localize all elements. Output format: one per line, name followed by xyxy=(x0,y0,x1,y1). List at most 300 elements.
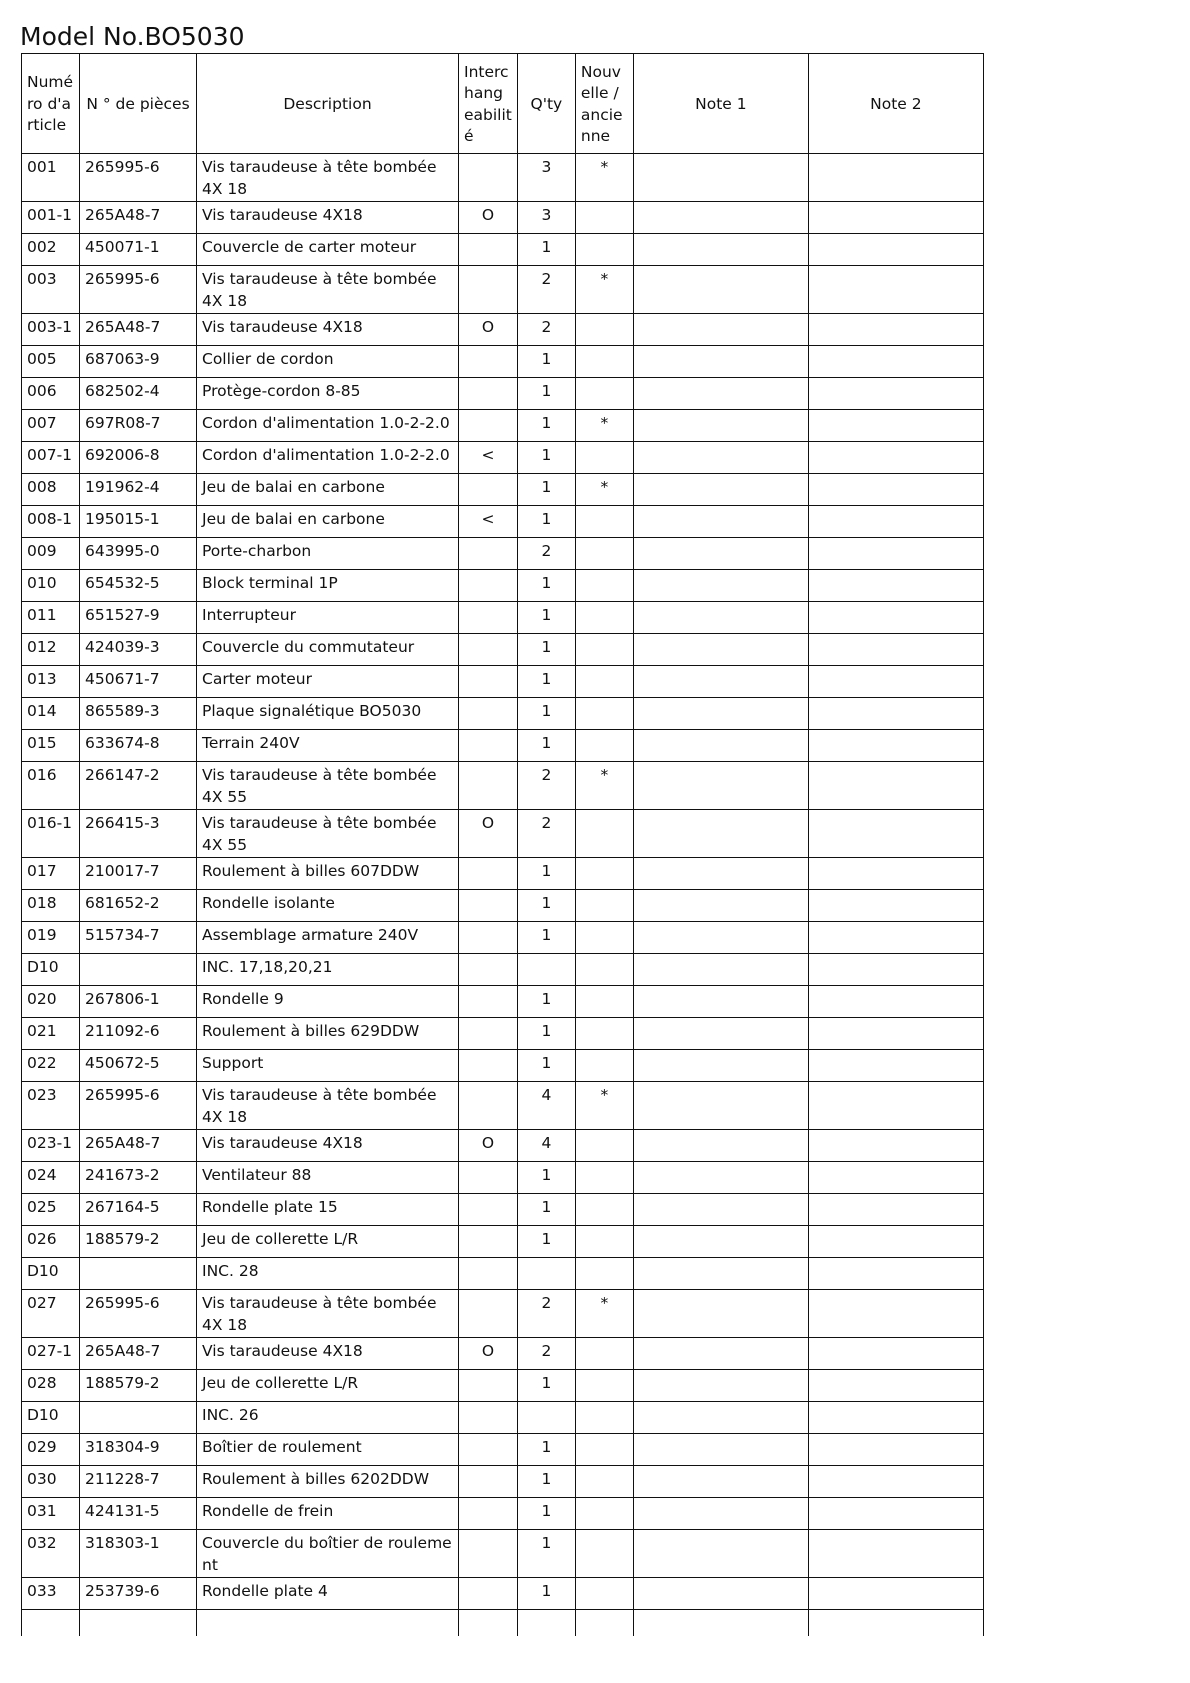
cell-note-1 xyxy=(633,602,808,634)
cell-description: Cordon d'alimentation 1.0-2-2.0 xyxy=(197,442,459,474)
cell-new-old xyxy=(575,890,633,922)
cell-note-1 xyxy=(633,634,808,666)
cell-part-number: 210017-7 xyxy=(80,858,197,890)
cell-note-2 xyxy=(808,474,983,506)
cell-note-2 xyxy=(808,762,983,810)
cell-item-number: 023-1 xyxy=(22,1130,80,1162)
table-row xyxy=(22,1162,984,1194)
cell-interchangeability xyxy=(459,154,518,202)
cell-description xyxy=(197,1610,459,1636)
cell-note-1 xyxy=(633,1402,808,1434)
cell-interchangeability xyxy=(459,954,518,986)
cell-new-old: * xyxy=(575,762,633,810)
cell-item-number: 033 xyxy=(22,1578,80,1610)
cell-note-2 xyxy=(808,346,983,378)
cell-part-number: 643995-0 xyxy=(80,538,197,570)
cell-interchangeability xyxy=(459,538,518,570)
cell-part-number: 265A48-7 xyxy=(80,314,197,346)
cell-part-number: 424131-5 xyxy=(80,1498,197,1530)
cell-quantity: 3 xyxy=(517,202,575,234)
cell-item-number: 020 xyxy=(22,986,80,1018)
cell-part-number: 266147-2 xyxy=(80,762,197,810)
cell-note-2 xyxy=(808,1578,983,1610)
cell-note-1 xyxy=(633,698,808,730)
cell-interchangeability xyxy=(459,266,518,314)
cell-quantity: 1 xyxy=(517,1226,575,1258)
cell-new-old xyxy=(575,1050,633,1082)
cell-note-2 xyxy=(808,1466,983,1498)
cell-part-number: 211092-6 xyxy=(80,1018,197,1050)
cell-item-number: D10 xyxy=(22,954,80,986)
cell-item-number: 017 xyxy=(22,858,80,890)
cell-new-old xyxy=(575,1434,633,1466)
cell-part-number: 266415-3 xyxy=(80,810,197,858)
cell-note-1 xyxy=(633,346,808,378)
cell-note-1 xyxy=(633,1162,808,1194)
cell-note-2 xyxy=(808,1018,983,1050)
table-row xyxy=(22,1434,984,1466)
cell-note-2 xyxy=(808,154,983,202)
cell-part-number: 265995-6 xyxy=(80,154,197,202)
cell-note-2 xyxy=(808,810,983,858)
cell-note-2 xyxy=(808,730,983,762)
cell-interchangeability xyxy=(459,858,518,890)
cell-quantity: 2 xyxy=(517,1290,575,1338)
cell-description: Assemblage armature 240V xyxy=(197,922,459,954)
cell-interchangeability xyxy=(459,1258,518,1290)
cell-interchangeability xyxy=(459,1162,518,1194)
cell-note-1 xyxy=(633,1290,808,1338)
cell-quantity: 1 xyxy=(517,1578,575,1610)
table-row xyxy=(22,666,984,698)
cell-part-number xyxy=(80,1402,197,1434)
table-row-truncated xyxy=(22,1610,984,1636)
table-row xyxy=(22,1530,984,1578)
cell-item-number: D10 xyxy=(22,1402,80,1434)
cell-new-old xyxy=(575,1130,633,1162)
cell-note-2 xyxy=(808,1258,983,1290)
cell-part-number: 188579-2 xyxy=(80,1226,197,1258)
cell-new-old xyxy=(575,954,633,986)
cell-part-number: 424039-3 xyxy=(80,634,197,666)
cell-quantity: 1 xyxy=(517,378,575,410)
cell-interchangeability xyxy=(459,346,518,378)
cell-new-old xyxy=(575,698,633,730)
cell-item-number: 018 xyxy=(22,890,80,922)
table-row xyxy=(22,698,984,730)
cell-description: Roulement à billes 607DDW xyxy=(197,858,459,890)
cell-part-number: 241673-2 xyxy=(80,1162,197,1194)
cell-interchangeability xyxy=(459,234,518,266)
cell-description: Vis taraudeuse à tête bombée 4X 18 xyxy=(197,1290,459,1338)
cell-item-number: 010 xyxy=(22,570,80,602)
cell-description: Vis taraudeuse à tête bombée 4X 18 xyxy=(197,266,459,314)
cell-interchangeability xyxy=(459,378,518,410)
table-row xyxy=(22,1370,984,1402)
cell-interchangeability xyxy=(459,1466,518,1498)
cell-description: Jeu de balai en carbone xyxy=(197,506,459,538)
cell-note-2 xyxy=(808,1226,983,1258)
cell-part-number: 265A48-7 xyxy=(80,202,197,234)
cell-new-old xyxy=(575,1258,633,1290)
table-row xyxy=(22,762,984,810)
table-row xyxy=(22,506,984,538)
page-title: Model No.BO5030 xyxy=(20,22,245,51)
cell-new-old xyxy=(575,810,633,858)
cell-description: Vis taraudeuse à tête bombée 4X 18 xyxy=(197,1082,459,1130)
table-row xyxy=(22,570,984,602)
parts-table xyxy=(21,53,984,1636)
cell-part-number: 682502-4 xyxy=(80,378,197,410)
cell-description: INC. 17,18,20,21 xyxy=(197,954,459,986)
cell-new-old xyxy=(575,1578,633,1610)
cell-item-number: 023 xyxy=(22,1082,80,1130)
cell-description: Rondelle plate 4 xyxy=(197,1578,459,1610)
cell-item-number: 031 xyxy=(22,1498,80,1530)
cell-interchangeability xyxy=(459,1498,518,1530)
cell-new-old xyxy=(575,1370,633,1402)
cell-item-number: 016-1 xyxy=(22,810,80,858)
cell-note-2 xyxy=(808,1498,983,1530)
cell-note-1 xyxy=(633,410,808,442)
cell-description: Support xyxy=(197,1050,459,1082)
cell-interchangeability xyxy=(459,986,518,1018)
cell-note-1 xyxy=(633,1434,808,1466)
cell-new-old xyxy=(575,1610,633,1636)
cell-interchangeability xyxy=(459,890,518,922)
cell-note-2 xyxy=(808,1370,983,1402)
cell-quantity: 4 xyxy=(517,1130,575,1162)
cell-item-number: D10 xyxy=(22,1258,80,1290)
cell-part-number xyxy=(80,1610,197,1636)
cell-interchangeability: O xyxy=(459,810,518,858)
cell-item-number: 002 xyxy=(22,234,80,266)
cell-interchangeability: O xyxy=(459,314,518,346)
cell-description: Roulement à billes 6202DDW xyxy=(197,1466,459,1498)
cell-part-number: 265995-6 xyxy=(80,1290,197,1338)
cell-quantity: 1 xyxy=(517,1018,575,1050)
cell-description: Carter moteur xyxy=(197,666,459,698)
cell-item-number: 027 xyxy=(22,1290,80,1338)
cell-new-old xyxy=(575,1018,633,1050)
cell-quantity: 3 xyxy=(517,154,575,202)
cell-item-number: 003-1 xyxy=(22,314,80,346)
cell-item-number: 026 xyxy=(22,1226,80,1258)
cell-item-number: 011 xyxy=(22,602,80,634)
cell-quantity: 1 xyxy=(517,474,575,506)
cell-item-number: 028 xyxy=(22,1370,80,1402)
cell-item-number: 014 xyxy=(22,698,80,730)
cell-new-old xyxy=(575,378,633,410)
cell-interchangeability: < xyxy=(459,506,518,538)
cell-quantity: 1 xyxy=(517,506,575,538)
cell-interchangeability: O xyxy=(459,1338,518,1370)
cell-description: Interrupteur xyxy=(197,602,459,634)
cell-new-old xyxy=(575,1194,633,1226)
cell-quantity: 1 xyxy=(517,1530,575,1578)
cell-description: Rondelle 9 xyxy=(197,986,459,1018)
table-row xyxy=(22,810,984,858)
cell-quantity: 2 xyxy=(517,538,575,570)
cell-description: Boîtier de roulement xyxy=(197,1434,459,1466)
cell-note-1 xyxy=(633,1258,808,1290)
cell-quantity: 1 xyxy=(517,634,575,666)
cell-note-1 xyxy=(633,1226,808,1258)
cell-item-number: 021 xyxy=(22,1018,80,1050)
cell-description: Couvercle de carter moteur xyxy=(197,234,459,266)
cell-part-number: 681652-2 xyxy=(80,890,197,922)
cell-quantity: 1 xyxy=(517,1466,575,1498)
cell-note-1 xyxy=(633,730,808,762)
cell-quantity xyxy=(517,954,575,986)
cell-interchangeability xyxy=(459,1578,518,1610)
cell-new-old xyxy=(575,1498,633,1530)
cell-new-old xyxy=(575,666,633,698)
cell-interchangeability xyxy=(459,1018,518,1050)
table-row xyxy=(22,634,984,666)
cell-quantity: 1 xyxy=(517,1194,575,1226)
cell-note-1 xyxy=(633,234,808,266)
cell-note-2 xyxy=(808,1290,983,1338)
cell-note-1 xyxy=(633,1370,808,1402)
cell-item-number: 032 xyxy=(22,1530,80,1578)
cell-note-1 xyxy=(633,890,808,922)
cell-item-number: 001 xyxy=(22,154,80,202)
cell-quantity: 1 xyxy=(517,986,575,1018)
cell-part-number: 267164-5 xyxy=(80,1194,197,1226)
cell-item-number: 024 xyxy=(22,1162,80,1194)
cell-part-number: 265995-6 xyxy=(80,1082,197,1130)
cell-quantity xyxy=(517,1402,575,1434)
cell-quantity: 2 xyxy=(517,1338,575,1370)
cell-quantity: 2 xyxy=(517,762,575,810)
header-item-number: Numé ro d'a rticle xyxy=(22,54,80,154)
cell-new-old xyxy=(575,922,633,954)
cell-interchangeability xyxy=(459,1610,518,1636)
table-row xyxy=(22,378,984,410)
cell-description: Protège-cordon 8-85 xyxy=(197,378,459,410)
cell-note-2 xyxy=(808,602,983,634)
cell-part-number: 651527-9 xyxy=(80,602,197,634)
cell-description: Vis taraudeuse à tête bombée 4X 55 xyxy=(197,810,459,858)
cell-quantity: 1 xyxy=(517,1162,575,1194)
cell-note-1 xyxy=(633,1498,808,1530)
cell-note-1 xyxy=(633,314,808,346)
cell-note-1 xyxy=(633,154,808,202)
table-row xyxy=(22,538,984,570)
header-new-old: Nouv elle / ancie nne xyxy=(575,54,633,154)
cell-item-number: 029 xyxy=(22,1434,80,1466)
cell-note-1 xyxy=(633,1018,808,1050)
cell-note-2 xyxy=(808,506,983,538)
table-row xyxy=(22,474,984,506)
cell-item-number: 007 xyxy=(22,410,80,442)
table-row xyxy=(22,1498,984,1530)
table-body xyxy=(22,154,984,1636)
cell-note-1 xyxy=(633,1530,808,1578)
table-row xyxy=(22,346,984,378)
header-note-1: Note 1 xyxy=(633,54,808,154)
cell-interchangeability xyxy=(459,474,518,506)
cell-note-1 xyxy=(633,762,808,810)
cell-note-1 xyxy=(633,810,808,858)
cell-quantity: 2 xyxy=(517,266,575,314)
cell-note-2 xyxy=(808,410,983,442)
header-quantity: Q'ty xyxy=(517,54,575,154)
cell-part-number: 318303-1 xyxy=(80,1530,197,1578)
cell-note-2 xyxy=(808,890,983,922)
table-row xyxy=(22,1018,984,1050)
cell-quantity xyxy=(517,1258,575,1290)
cell-note-2 xyxy=(808,314,983,346)
cell-quantity: 1 xyxy=(517,442,575,474)
table-row xyxy=(22,1290,984,1338)
cell-new-old xyxy=(575,1402,633,1434)
cell-new-old: * xyxy=(575,1082,633,1130)
cell-part-number: 865589-3 xyxy=(80,698,197,730)
cell-new-old xyxy=(575,442,633,474)
cell-quantity: 1 xyxy=(517,1050,575,1082)
cell-interchangeability xyxy=(459,762,518,810)
cell-part-number: 267806-1 xyxy=(80,986,197,1018)
table-row xyxy=(22,1050,984,1082)
cell-interchangeability: O xyxy=(459,202,518,234)
cell-item-number: 019 xyxy=(22,922,80,954)
table-row xyxy=(22,1130,984,1162)
cell-new-old xyxy=(575,314,633,346)
cell-part-number xyxy=(80,1258,197,1290)
cell-note-1 xyxy=(633,474,808,506)
cell-quantity: 1 xyxy=(517,730,575,762)
cell-interchangeability xyxy=(459,410,518,442)
table-row xyxy=(22,442,984,474)
cell-description: INC. 26 xyxy=(197,1402,459,1434)
cell-note-2 xyxy=(808,986,983,1018)
cell-description: Vis taraudeuse 4X18 xyxy=(197,1338,459,1370)
cell-quantity: 1 xyxy=(517,570,575,602)
table-row xyxy=(22,986,984,1018)
table-row xyxy=(22,202,984,234)
cell-quantity: 1 xyxy=(517,1434,575,1466)
table-row xyxy=(22,1258,984,1290)
cell-new-old xyxy=(575,570,633,602)
cell-part-number: 687063-9 xyxy=(80,346,197,378)
cell-part-number: 191962-4 xyxy=(80,474,197,506)
cell-item-number: 030 xyxy=(22,1466,80,1498)
cell-note-2 xyxy=(808,570,983,602)
cell-description: Collier de cordon xyxy=(197,346,459,378)
table-row xyxy=(22,730,984,762)
cell-note-2 xyxy=(808,1610,983,1636)
cell-item-number: 003 xyxy=(22,266,80,314)
cell-quantity: 1 xyxy=(517,698,575,730)
cell-quantity: 1 xyxy=(517,858,575,890)
cell-note-2 xyxy=(808,266,983,314)
cell-interchangeability xyxy=(459,1530,518,1578)
cell-description: Block terminal 1P xyxy=(197,570,459,602)
cell-description: INC. 28 xyxy=(197,1258,459,1290)
cell-part-number: 450671-7 xyxy=(80,666,197,698)
cell-note-1 xyxy=(633,1082,808,1130)
cell-note-1 xyxy=(633,858,808,890)
cell-new-old xyxy=(575,538,633,570)
cell-interchangeability xyxy=(459,1402,518,1434)
cell-part-number: 692006-8 xyxy=(80,442,197,474)
cell-note-1 xyxy=(633,442,808,474)
cell-new-old xyxy=(575,234,633,266)
cell-quantity: 1 xyxy=(517,890,575,922)
header-part-number: N ° de pièces xyxy=(80,54,197,154)
cell-note-2 xyxy=(808,698,983,730)
cell-item-number: 012 xyxy=(22,634,80,666)
table-row xyxy=(22,1578,984,1610)
cell-new-old: * xyxy=(575,1290,633,1338)
cell-part-number: 450071-1 xyxy=(80,234,197,266)
cell-part-number: 265A48-7 xyxy=(80,1338,197,1370)
cell-quantity xyxy=(517,1610,575,1636)
cell-part-number: 633674-8 xyxy=(80,730,197,762)
cell-item-number: 013 xyxy=(22,666,80,698)
table-row xyxy=(22,1082,984,1130)
cell-note-2 xyxy=(808,538,983,570)
cell-new-old: * xyxy=(575,266,633,314)
cell-quantity: 1 xyxy=(517,1370,575,1402)
cell-note-2 xyxy=(808,1050,983,1082)
cell-note-1 xyxy=(633,1050,808,1082)
cell-new-old xyxy=(575,1466,633,1498)
cell-part-number xyxy=(80,954,197,986)
cell-item-number: 015 xyxy=(22,730,80,762)
table-row xyxy=(22,1226,984,1258)
cell-part-number: 253739-6 xyxy=(80,1578,197,1610)
cell-description: Vis taraudeuse 4X18 xyxy=(197,314,459,346)
cell-note-1 xyxy=(633,986,808,1018)
cell-description: Cordon d'alimentation 1.0-2-2.0 xyxy=(197,410,459,442)
cell-item-number: 006 xyxy=(22,378,80,410)
cell-new-old xyxy=(575,986,633,1018)
table-row xyxy=(22,890,984,922)
cell-note-1 xyxy=(633,570,808,602)
cell-description: Jeu de collerette L/R xyxy=(197,1370,459,1402)
cell-note-1 xyxy=(633,378,808,410)
cell-quantity: 2 xyxy=(517,810,575,858)
table-row xyxy=(22,1194,984,1226)
cell-description: Jeu de collerette L/R xyxy=(197,1226,459,1258)
table-row xyxy=(22,602,984,634)
cell-new-old xyxy=(575,202,633,234)
cell-quantity: 1 xyxy=(517,922,575,954)
cell-item-number: 027-1 xyxy=(22,1338,80,1370)
table-row xyxy=(22,234,984,266)
cell-note-2 xyxy=(808,1130,983,1162)
cell-part-number: 515734-7 xyxy=(80,922,197,954)
cell-note-2 xyxy=(808,1082,983,1130)
cell-note-1 xyxy=(633,538,808,570)
cell-part-number: 188579-2 xyxy=(80,1370,197,1402)
cell-interchangeability xyxy=(459,730,518,762)
cell-description: Vis taraudeuse à tête bombée 4X 18 xyxy=(197,154,459,202)
cell-note-2 xyxy=(808,954,983,986)
cell-new-old xyxy=(575,506,633,538)
cell-description: Vis taraudeuse 4X18 xyxy=(197,1130,459,1162)
cell-description: Roulement à billes 629DDW xyxy=(197,1018,459,1050)
cell-note-2 xyxy=(808,1402,983,1434)
cell-note-2 xyxy=(808,666,983,698)
cell-note-1 xyxy=(633,1338,808,1370)
cell-quantity: 1 xyxy=(517,1498,575,1530)
table-row xyxy=(22,1338,984,1370)
cell-interchangeability: O xyxy=(459,1130,518,1162)
